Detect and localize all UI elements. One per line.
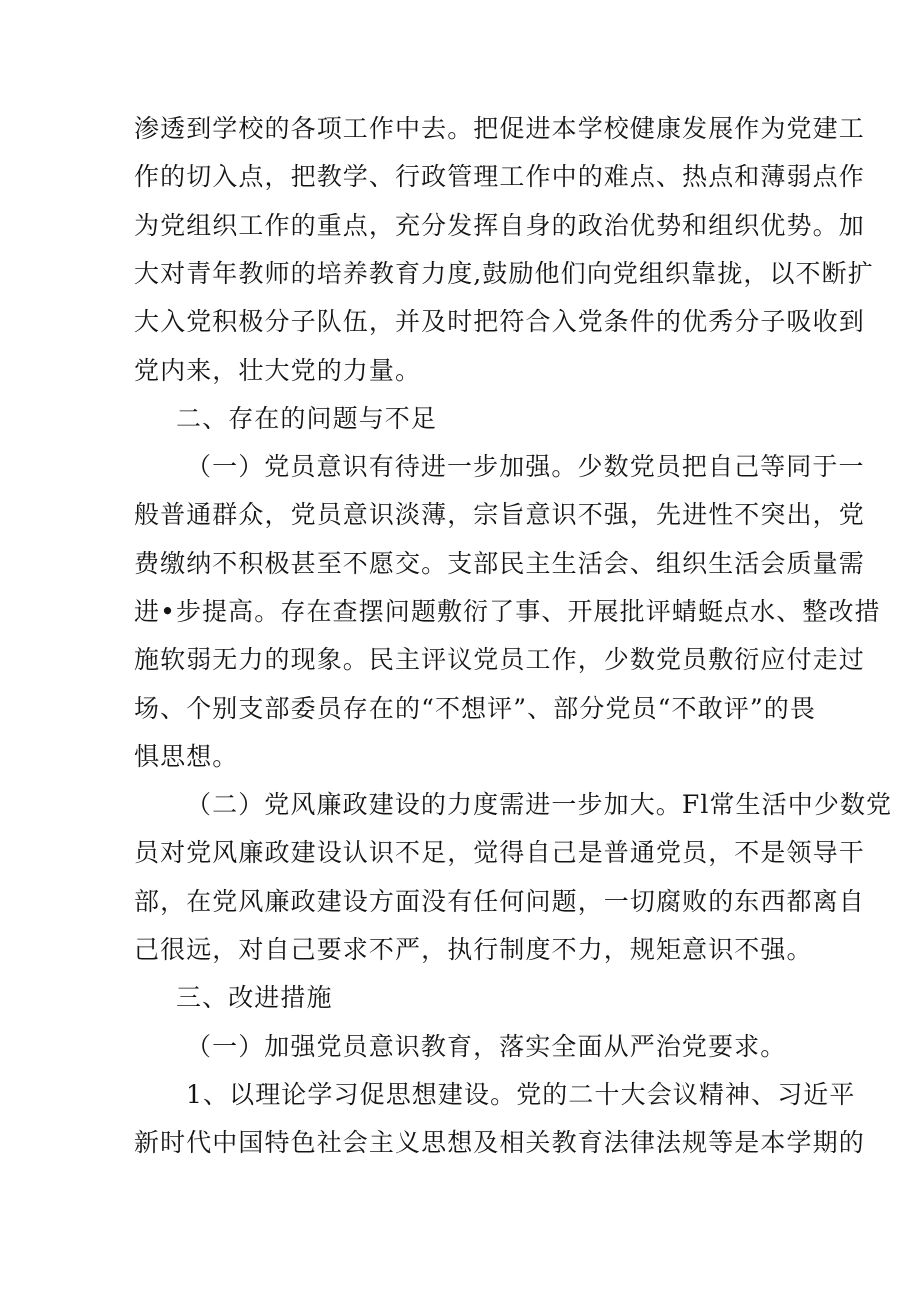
text-line: 进•步提高。存在查摆问题敷衍了事、开展批评蜻蜓点水、整改措	[134, 597, 881, 626]
text-line: 己很远，对自己要求不严，执行制度不力，规矩意识不强。	[134, 935, 813, 964]
text-line: 渗透到学校的各项工作中去。把促进本学校健康发展作为党建工	[134, 114, 865, 143]
text-line: 大对青年教师的培养教育力度,鼓励他们向党组织靠拢，以不断扩	[134, 259, 874, 288]
text-line: 作的切入点，把教学、行政管理工作中的难点、热点和薄弱点作	[134, 162, 865, 191]
text-line: 大入党积极分子队伍，并及时把符合入党条件的优秀分子吸收到	[134, 307, 865, 336]
text-line: 员对党风廉政建设认识不足，觉得自己是普通党员，不是领导干	[134, 838, 865, 867]
text-line: 费缴纳不积极甚至不愿交。支部民主生活会、组织生活会质量需	[134, 549, 865, 578]
text-line: 部，在党风廉政建设方面没有任何问题，一切腐败的东西都离自	[134, 887, 865, 916]
text-line: 场、个别支部委员存在的“不想评”、部分党员“不敢评”的畏	[134, 694, 816, 723]
subsection-heading: （一）加强党员意识教育，落实全面从严治党要求。	[186, 1032, 787, 1061]
text-line: 1、以理论学习促思想建设。党的二十大会议精神、习近平	[186, 1080, 856, 1109]
text-line: （二）党风廉政建设的力度需进一步加大。Fl常生活中少数党	[186, 790, 893, 819]
text-line: 新时代中国特色社会主义思想及相关教育法律法规等是本学期的	[134, 1128, 865, 1157]
text-line: 惧思想。	[134, 742, 239, 771]
section-heading: 三、改进措施	[176, 983, 333, 1012]
text-line: 为党组织工作的重点，充分发挥自身的政治优势和组织优势。加	[134, 211, 865, 240]
text-line: （一）党员意识有待进一步加强。少数党员把自己等同于一	[186, 452, 865, 481]
text-line: 党内来，壮大党的力量。	[134, 356, 422, 385]
text-line: 般普通群众，党员意识淡薄，宗旨意识不强，先进性不突出，党	[134, 500, 865, 529]
section-heading: 二、存在的问题与不足	[176, 404, 438, 433]
text-line: 施软弱无力的现象。民主评议党员工作，少数党员敷衍应付走过	[134, 645, 865, 674]
